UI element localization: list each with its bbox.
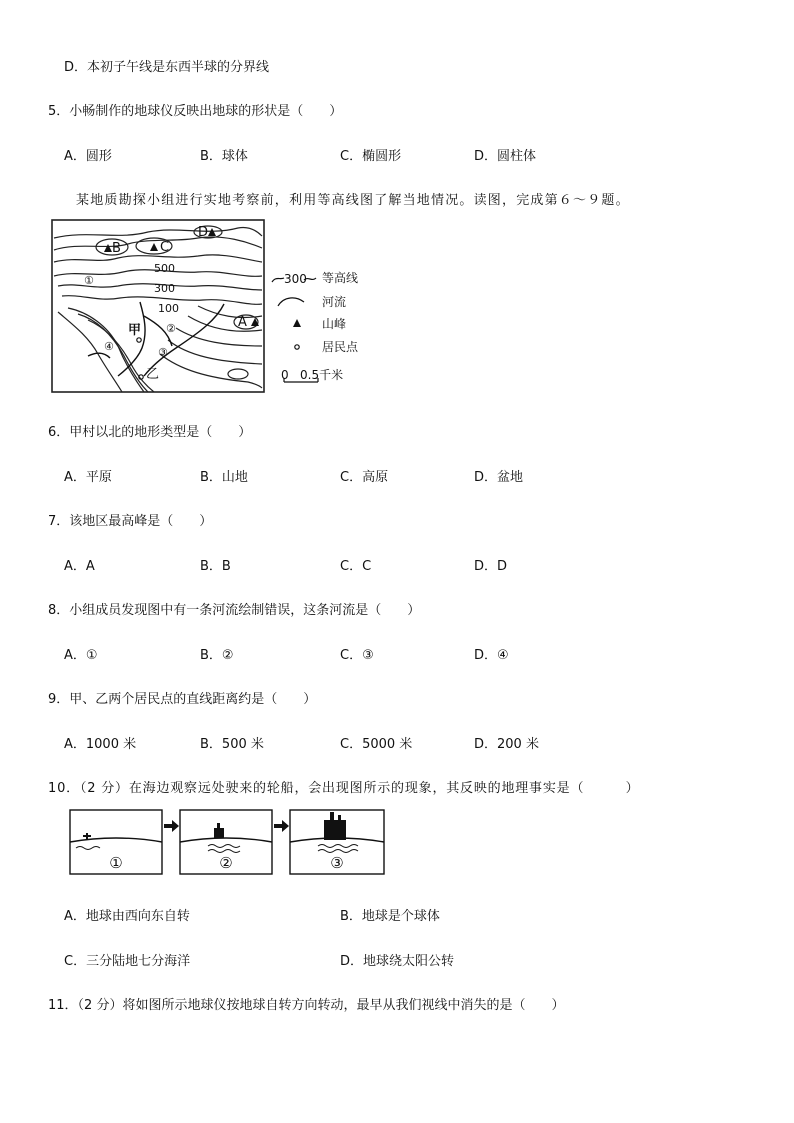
contour-label-100: 100 [158,302,179,315]
river-label-1: ① [84,274,94,287]
q7-option-c: C．C [340,559,372,574]
legend-river-label: 河流 [322,295,347,309]
peak-label-d: D [198,225,209,240]
q9-stem: 9．甲、乙两个居民点的直线距离约是（ ） [48,692,317,707]
contour-label-300: 300 [154,282,175,295]
q6-option-a: A．平原 [64,470,112,485]
q6-option-d: D．盆地 [474,470,524,485]
ship-horizon-figure [68,806,388,878]
q8-option-d: D．④ [474,648,509,663]
q5-option-a: A．圆形 [64,149,112,164]
q8-stem: 8．小组成员发现图中有一条河流绘制错误，这条河流是（ ） [48,603,421,618]
q6-option-c: C．高原 [340,470,389,485]
q5-option-b: B．球体 [200,149,248,164]
village-label-yi: 乙 [146,367,160,382]
q7-option-b: B．B [200,559,231,574]
legend-contour-value: 300 [284,272,307,286]
q10-option-c: C．三分陆地七分海洋 [64,954,191,969]
q4-option-d: D．本初子午线是东西半球的分界线 [64,60,270,75]
q8-option-a: A．① [64,648,98,663]
q9-option-d: D．200 米 [474,737,539,752]
legend-contour-label: 等高线 [322,271,359,285]
q5-stem: 5．小畅制作的地球仪反映出地球的形状是（ ） [48,104,343,119]
river-label-2: ② [166,322,176,335]
village-label-jia: 甲 [128,323,142,338]
q7-option-a: A．A [64,559,95,574]
river-label-4: ④ [104,340,114,353]
q9-option-b: B．500 米 [200,737,264,752]
q8-option-b: B．② [200,648,234,663]
q9-option-c: C．5000 米 [340,737,413,752]
peak-label-c: C [160,240,170,255]
legend-scale-label: 0.5千米 [300,368,344,382]
panel-label-3: ③ [330,854,344,872]
q6-stem: 6．甲村以北的地形类型是（ ） [48,425,252,440]
panel-label-2: ② [219,854,233,872]
q10-option-a: A．地球由西向东自转 [64,909,190,924]
q9-option-a: A．1000 米 [64,737,137,752]
q10-option-d: D．地球绕太阳公转 [340,954,455,969]
q10-stem: 10．（2 分）在海边观察远处驶来的轮船，会出现图所示的现象，其反映的地理事实是（ ） [48,781,640,796]
q8-option-c: C．③ [340,648,374,663]
q5-option-c: C．椭圆形 [340,149,402,164]
peak-label-b: B [112,241,121,256]
q10-option-b: B．地球是个球体 [340,909,440,924]
contour-map-figure [48,216,378,398]
peak-label-a: A [238,315,247,330]
q5-option-d: D．圆柱体 [474,149,537,164]
q7-option-d: D．D [474,559,508,574]
legend-scale-zero: 0 [281,368,289,382]
q7-stem: 7．该地区最高峰是（ ） [48,514,213,529]
legend-settlement-label: 居民点 [322,340,359,354]
q11-stem: 11．（2 分）将如图所示地球仪按地球自转方向转动，最早从我们视线中消失的是（ ） [48,998,565,1013]
contour-label-500: 500 [154,262,175,275]
q6-option-b: B．山地 [200,470,248,485]
panel-label-1: ① [109,854,123,872]
river-label-3: ③ [158,346,168,359]
legend-peak-label: 山峰 [322,317,347,331]
passage-intro: 某地质勘探小组进行实地考察前，利用等高线图了解当地情况。读图，完成第６～９题。 [76,193,630,208]
